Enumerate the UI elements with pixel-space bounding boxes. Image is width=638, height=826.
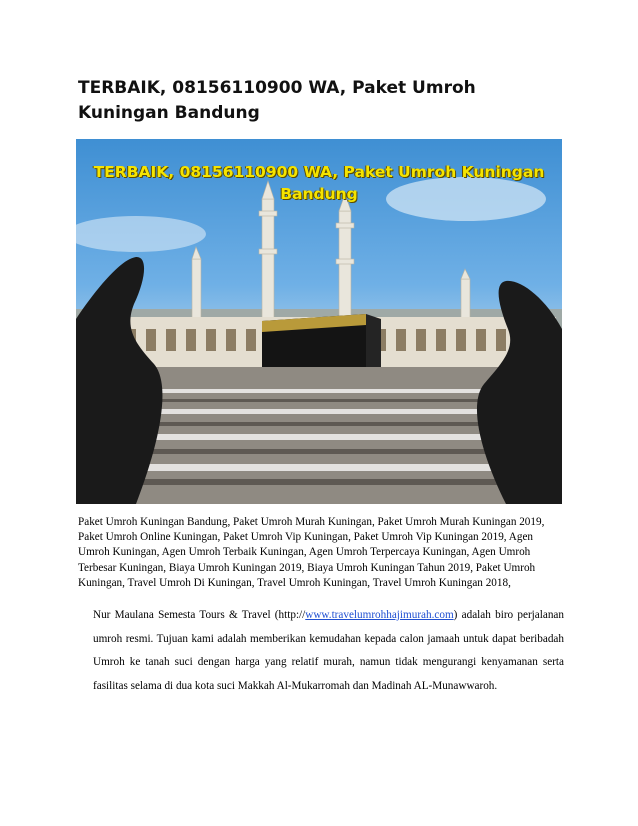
document-title: TERBAIK, 08156110900 WA, Paket Umroh Kuningan Bandung [78, 78, 476, 123]
intro-paragraph [93, 604, 564, 698]
intro-text-before-link: Nur Maulana Semesta Tours & Travel (http:// [93, 609, 306, 621]
hero-caption-line2: Bandung [280, 185, 358, 203]
intro-text-after-link: ) adalah biro perjalanan umroh resmi. Tujuan kami adalah memberikan kemudahan kepada calon jamaah untuk dapat beribadah Umroh ke tanah suci dengan harga yang relatif murah, namun tidak mengurangi kenyamanan serta fasilitas selama di dua kota suci Makkah Al-Mukarromah dan Madinah AL-Munawwaroh. [93, 609, 564, 692]
hero-caption [76, 161, 562, 205]
hero-caption-line1: TERBAIK, 08156110900 WA, Paket Umroh Kuningan [93, 163, 545, 181]
website-link[interactable]: www.travelumrohhajimurah.com [305, 609, 454, 621]
hero-image-kaaba [76, 139, 562, 504]
keywords-paragraph: Paket Umroh Kuningan Bandung, Paket Umroh Murah Kuningan, Paket Umroh Murah Kuningan 2019, Paket Umroh Online Kuningan, Paket Umroh Vip Kuningan, Paket Umroh Vip Kuningan 2019, Agen Umroh Kuningan, Agen Umroh Terbaik Kuningan, Agen Umroh Terpercaya Kuningan, Agen Umroh Terbesar Kuningan, Biaya Umroh Kuningan 2019, Biaya Umroh Kuningan Tahun 2019, Paket Umroh Kuningan, Travel Umroh Di Kuningan, Travel Umroh Kuningan, Travel Umroh Kuningan 2018, [78, 516, 545, 589]
